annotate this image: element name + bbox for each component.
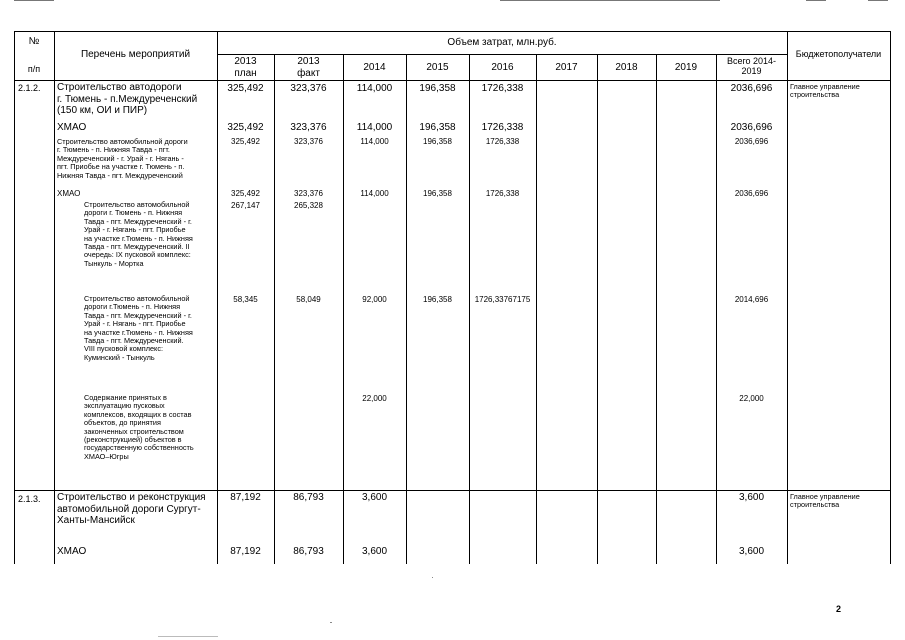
- row-number: 2.1.2.: [18, 83, 41, 93]
- table-border-right: [890, 31, 891, 564]
- cell-2013-fact: 323,376: [294, 137, 323, 146]
- header-bottom-border: [14, 80, 891, 81]
- cell-2014: 114,000: [360, 189, 389, 198]
- cell-total: 3,600: [738, 492, 765, 503]
- cell-2015: 196,358: [419, 122, 456, 133]
- table-border-left: [14, 31, 15, 564]
- scan-speck: [330, 622, 332, 623]
- column-divider: [536, 54, 537, 564]
- header-divider: [217, 54, 788, 55]
- header-num: №: [28, 36, 40, 47]
- cell-2013-fact: 323,376: [290, 83, 327, 94]
- header-events: Перечень мероприятий: [80, 49, 191, 60]
- cell-total: 2014,696: [734, 295, 769, 304]
- event-name: Строительство автодороги г. Тюмень - п.Междуреченский (150 км, ОИ и ПИР): [57, 82, 198, 116]
- cell-2013-fact: 265,328: [294, 201, 323, 210]
- header-2013-fact: 2013 факт: [297, 56, 320, 79]
- cell-2013-fact: 86,793: [293, 492, 324, 503]
- page-number: 2: [836, 604, 842, 614]
- event-name: Строительство автомобильной дороги г.Тюмень - п. Нижняя Тавда - пгт. Междуреченский - г. Урай - г. Нягань - пгт. Приобье на участке г.Тюмень - п. Нижняя Тавда - пгт. Междуреченский. VIII пусковой комплекс: Куминский - Тынкуль: [84, 294, 193, 362]
- header-2014: 2014: [363, 62, 386, 73]
- row-divider: [14, 490, 891, 491]
- cell-total: 2036,696: [730, 122, 773, 133]
- cell-2016: 1726,33767175: [474, 295, 531, 304]
- cell-2014: 3,600: [361, 546, 388, 557]
- header-2019: 2019: [674, 62, 698, 73]
- cell-2014: 22,000: [362, 394, 387, 403]
- header-costs: Объем затрат, млн.руб.: [447, 37, 557, 48]
- column-divider: [656, 54, 657, 564]
- cell-total: 22,000: [739, 394, 764, 403]
- cell-2015: 196,358: [423, 295, 452, 304]
- cell-2013-fact: 323,376: [294, 189, 323, 198]
- header-total: Всего 2014- 2019: [726, 56, 777, 77]
- cell-2016: 1726,338: [481, 122, 524, 133]
- header-2018: 2018: [615, 62, 638, 73]
- cell-total: 3,600: [738, 546, 765, 557]
- cell-2013-plan: 325,492: [231, 137, 260, 146]
- event-name: Строительство автомобильной дороги г. Тюмень - п. Нижняя Тавда - пгт. Междуреченский - г. Урай - г. Нягань - пгт. Приобье на участке г.Тюмень - п. Нижняя Тавда - пгт. Междуреченский. II очередь: IX пусковой комплекс: Тынкуль - Мортка: [84, 200, 193, 268]
- event-name: Строительство и реконструкция автомобильной дороги Сургут- Ханты-Мансийск: [57, 492, 206, 526]
- cell-2013-fact: 323,376: [290, 122, 327, 133]
- cell-2014: 114,000: [356, 122, 393, 133]
- cell-2015: 196,358: [423, 137, 452, 146]
- cell-2014: 3,600: [361, 492, 388, 503]
- cell-2013-plan: 267,147: [231, 201, 260, 210]
- header-pp: п/п: [27, 64, 41, 74]
- cell-2014: 114,000: [360, 137, 389, 146]
- cell-total: 2036,696: [734, 189, 769, 198]
- column-divider: [787, 31, 788, 564]
- event-name: ХМАО: [57, 122, 87, 133]
- event-name: Строительство автомобильной дороги г. Тюмень - п. Нижняя Тавда - пгт. Междуреченский - г. Урай - г. Нягань - пгт. Приобье на участке г. Тюмень - п. Нижняя Тавда - пгт. Междуреченский: [57, 137, 188, 180]
- recipient: Главное управление строительства: [790, 82, 860, 100]
- cell-total: 2036,696: [734, 137, 769, 146]
- row-number: 2.1.3.: [18, 494, 41, 504]
- scan-speck: [432, 577, 433, 578]
- column-divider: [54, 31, 55, 564]
- cell-2014: 114,000: [356, 83, 393, 94]
- event-name: Содержание принятых в эксплуатацию пусковых комплексов, входящих в состав объектов, до принятия законченных строительством (реконструкцией) объектов в государственную собственность ХМАО–Югры: [84, 393, 194, 461]
- cell-2016: 1726,338: [481, 83, 524, 94]
- header-2013-plan: 2013 план: [234, 56, 257, 79]
- event-name: ХМАО: [57, 546, 87, 557]
- scan-mark: [868, 0, 888, 1]
- table-border-top: [14, 31, 891, 32]
- cell-2013-plan: 58,345: [233, 295, 258, 304]
- cell-2013-plan: 325,492: [231, 189, 260, 198]
- header-2017: 2017: [555, 62, 578, 73]
- cell-2013-plan: 325,492: [227, 122, 264, 133]
- header-recipients: Бюджетополучатели: [795, 49, 882, 59]
- header-2016: 2016: [491, 62, 514, 73]
- scan-mark: [806, 0, 826, 1]
- header-2015: 2015: [426, 62, 449, 73]
- recipient: Главное управление строительства: [790, 492, 860, 510]
- scan-mark: [14, 0, 54, 1]
- cell-2014: 92,000: [362, 295, 387, 304]
- event-name: ХМАО: [57, 189, 81, 198]
- scan-mark: [500, 0, 720, 1]
- cell-2015: 196,358: [423, 189, 452, 198]
- cell-2013-fact: 58,049: [296, 295, 321, 304]
- cell-2015: 196,358: [419, 83, 456, 94]
- cell-total: 2036,696: [730, 83, 773, 94]
- cell-2013-plan: 87,192: [230, 546, 261, 557]
- column-divider: [597, 54, 598, 564]
- cell-2016: 1726,338: [485, 189, 520, 198]
- cell-2013-plan: 87,192: [230, 492, 261, 503]
- scan-mark: [158, 636, 218, 637]
- cell-2013-plan: 325,492: [227, 83, 264, 94]
- cell-2013-fact: 86,793: [293, 546, 324, 557]
- cell-2016: 1726,338: [485, 137, 520, 146]
